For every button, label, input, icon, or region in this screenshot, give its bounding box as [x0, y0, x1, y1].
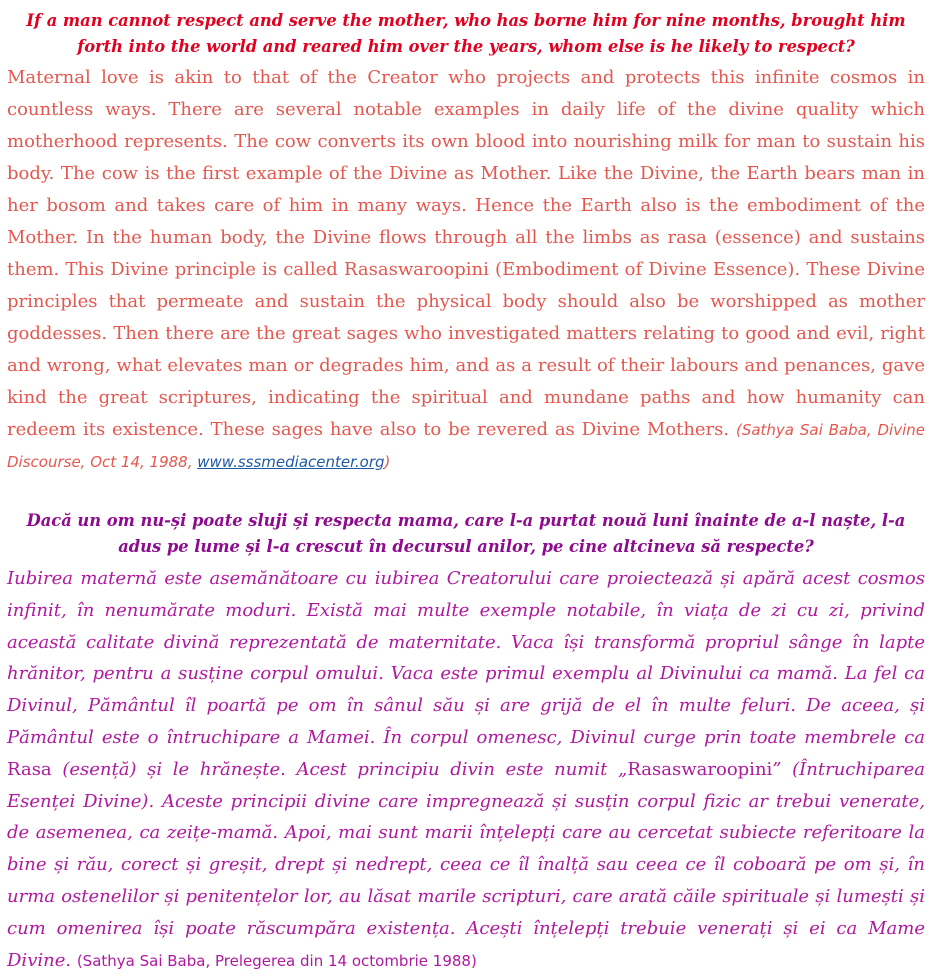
- english-citation-prefix: (Sathya Sai Baba, Divine Discourse, Oct 14, 1988,: [7, 421, 925, 471]
- sssmediacenter-link[interactable]: www.sssmediacenter.org: [197, 453, 385, 471]
- romanian-body-text-2: (esență) și le hrănește. Acest principiu divin este numit „: [51, 758, 628, 780]
- english-paragraph: [7, 62, 925, 478]
- romanian-citation: (Sathya Sai Baba, Prelegerea din 14 octombrie 1988): [76, 951, 477, 970]
- romanian-paragraph: [7, 563, 925, 977]
- english-body-text: Maternal love is akin to that of the Creator who projects and protects this infinite cosmos in countless ways. There are several notable examples in daily life of the divine quality which motherhood represents. The cow converts its own blood into nourishing milk for man to sustain his body. The cow is the first example of the Divine as Mother. Like the Divine, the Earth bears man in her bosom and takes care of him in many ways. Hence the Earth also is the embodiment of the Mother. In the human body, the Divine flows through all the limbs as rasa (essence) and sustains them. This Divine principle is called Rasaswaroopini (Embodiment of Divine Essence). These Divine principles that permeate and sustain the physical body should also be worshipped as mother goddesses. Then there are the great sages who investigated matters relating to good and evil, right and wrong, what elevates man or degrades him, and as a result of their labours and penances, gave kind the great scriptures, indicating the spiritual and mundane paths and how humanity can redeem its existence. These sages have also to be revered as Divine Mothers.: [7, 67, 925, 440]
- romanian-body-text-3: ” (Întruchiparea Esenței Divine). Aceste principii divine care impregnează și susțin corpul fizic ar trebui venerate, de asemenea, ca zeițe-mamă. Apoi, mai sunt marii înțelepți care au cercetat subiecte referitoare la bine și rău, corect și greșit, drept și nedrept, ceea ce îl înalță sau ceea ce îl coboară pe om și, în urma ostenelilor și penitențelor lor, au lăsat marile scripturi, care arată căile spirituale și lumești și cum omenirea își poate răscumpăra existența. Acești înțelepți trebuie venerați și ei ca Mame Divine.: [7, 758, 925, 971]
- english-citation-suffix: ): [384, 453, 391, 471]
- rasa-term: Rasa: [7, 758, 52, 780]
- romanian-body-text-1: Iubirea maternă este asemănătoare cu iubirea Creatorului care proiectează și apără acest cosmos infinit, în nenumărate moduri. Există mai multe exemple notabile, în viața de zi cu zi, privind această calitate divină reprezentată de maternitate. Vaca își transformă propriul sânge în lapte hrănitor, pentru a susține corpul omului. Vaca este primul exemplu al Divinului ca mamă. La fel ca Divinul, Pământul îl poartă pe om în sânul său și are grijă de el în multe feluri. De aceea, și Pământul este o întruchipare a Mamei. În corpul omenesc, Divinul curge prin toate membrele ca: [7, 568, 925, 748]
- rasaswaroopini-term: Rasaswaroopini: [627, 758, 773, 780]
- quote-page: [7, 8, 925, 977]
- romanian-heading: Dacă un om nu-și poate sluji și respecta mama, care l-a purtat nouă luni înainte de a-l naște, l-a adus pe lume și l-a crescut în decursul anilor, pe cine altcineva să respecte?: [26, 511, 906, 556]
- english-heading: If a man cannot respect and serve the mother, who has borne him for nine months, brought him forth into the world and reared him over the years, whom else is he likely to respect?: [26, 11, 906, 56]
